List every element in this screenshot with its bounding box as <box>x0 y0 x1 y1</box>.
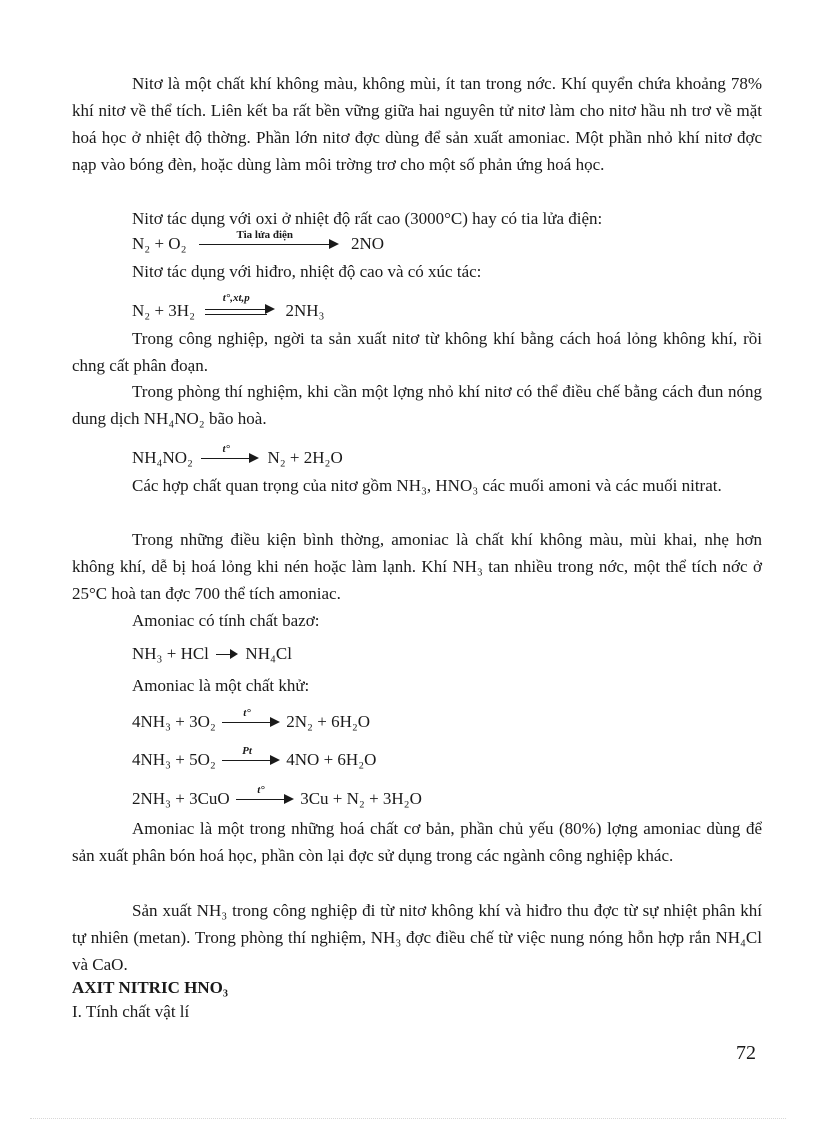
arrow-condition: t°,xt,p <box>222 292 250 305</box>
reaction-arrow <box>222 745 280 770</box>
paragraph-ammonia-production: Sản xuất NH₃ trong công nghiệp đi từ nitơ không khí và hiđro thu đợc từ sự nhiệt phân khí tự nhiên (metan). Trong phòng thí nghiệm, NH₃ đợc điều chế từ việc nung nóng hỗn hợp rắn NH₄Cl và CaO. <box>72 901 762 974</box>
equation-left: 4NH₃ + 3O₂ <box>132 712 216 732</box>
paragraph-lab-nitrogen: Trong phòng thí nghiệm, khi cần một lợng nhỏ khí nitơ có thể điều chế bằng cách đun nóng dung dịch NH₄NO₂ bão hoà. <box>72 382 762 428</box>
reaction-arrow <box>201 443 259 468</box>
reaction-arrow <box>216 646 238 662</box>
page-bottom-divider <box>30 1118 786 1119</box>
paragraph-ammonia-properties: Trong những điều kiện bình thờng, amoniac là chất khí không màu, mùi khai, nhẹ hơn không khí, dễ bị hoá lỏng khi nén hoặc làm lạnh. Khí NH₃ tan nhiều trong nớc, một thể tích nớc ở 25°C hoà tan đợc 700 thể tích amoniac. <box>72 530 762 603</box>
paragraph-nitrogen-hydrogen: Nitơ tác dụng với hiđro, nhiệt độ cao và có xúc tác: <box>132 262 482 281</box>
equation-n2-h2 <box>132 292 325 325</box>
equation-nh3-o2 <box>132 706 370 736</box>
equation-nh3-cuo <box>132 783 422 813</box>
reaction-arrow <box>236 784 294 809</box>
paragraph-nitrogen-intro: Nitơ là một chất khí không màu, không mùi, ít tan trong nớc. Khí quyển chứa khoảng 78% khí nitơ về thể tích. Liên kết ba rất bền vững giữa hai nguyên tử nitơ làm cho nitơ hầu nh trơ về mặt hoá học ở nhiệt độ thờng. Phần lớn nitơ đợc dùng để sản xuất amoniac. Một phần nhỏ khí nitơ đợc nạp vào bóng đèn, hoặc dùng làm môi trờng trơ cho một số phản ứng hoá học. <box>72 74 762 174</box>
equation-right: 4NO + 6H₂O <box>286 750 377 770</box>
arrow-condition: t° <box>222 443 230 456</box>
equation-right: N₂ + 2H₂O <box>267 448 343 468</box>
reversible-arrow <box>205 292 275 322</box>
page-number: 72 <box>736 1042 756 1064</box>
equation-nh4no2 <box>132 442 343 472</box>
paragraph-nitrogen-oxygen: Nitơ tác dụng với oxi ở nhiệt độ rất cao (3000°C) hay có tia lửa điện: <box>132 209 603 228</box>
reaction-arrow <box>199 229 339 254</box>
equation-left: N₂ + 3H₂ <box>132 301 195 321</box>
paragraph-ammonia-uses: Amoniac là một trong những hoá chất cơ bản, phần chủ yếu (80%) lợng amoniac dùng để sản xuất phân bón hoá học, phần còn lại đợc sử dụng trong các ngành công nghiệp khác. <box>72 819 762 865</box>
arrow-condition: t° <box>243 707 251 720</box>
arrow-condition: Tia lửa điện <box>236 229 294 242</box>
paragraph-ammonia-base: Amoniac có tính chất bazơ: <box>132 611 320 630</box>
equation-left: 4NH₃ + 5O₂ <box>132 750 216 770</box>
arrow-condition: t° <box>257 784 265 797</box>
equation-left: NH₃ + HCl <box>132 644 209 664</box>
section-subheading: I. Tính chất vật lí <box>72 1002 190 1021</box>
equation-right: NH₄Cl <box>245 644 292 664</box>
equation-right: 3Cu + N₂ + 3H₂O <box>300 789 422 809</box>
equation-right: 2N₂ + 6H₂O <box>286 712 371 732</box>
arrow-condition: Pt <box>242 745 252 758</box>
equation-left: N₂ + O₂ <box>132 234 187 254</box>
paragraph-ammonia-reducer: Amoniac là một chất khử: <box>132 676 310 695</box>
paragraph-nitrogen-compounds: Các hợp chất quan trọng của nitơ gồm NH₃, HNO₃ các muối amoni và các muối nitrat. <box>132 476 722 495</box>
equation-right: 2NH₃ <box>285 301 325 321</box>
paragraph-industrial-nitrogen: Trong công nghiệp, ngời ta sản xuất nitơ từ không khí bằng cách hoá lỏng không khí, rồi chng cất phân đoạn. <box>72 329 762 375</box>
equation-left: 2NH₃ + 3CuO <box>132 789 230 809</box>
equation-nh3-o2-pt <box>132 744 376 774</box>
equation-n2-o2 <box>132 228 384 258</box>
equation-right: 2NO <box>351 234 385 254</box>
equation-nh3-hcl <box>132 638 292 668</box>
reaction-arrow <box>222 707 280 732</box>
section-heading: AXIT NITRIC HNO₃ <box>72 978 228 997</box>
equation-left: NH₄NO₂ <box>132 448 193 468</box>
